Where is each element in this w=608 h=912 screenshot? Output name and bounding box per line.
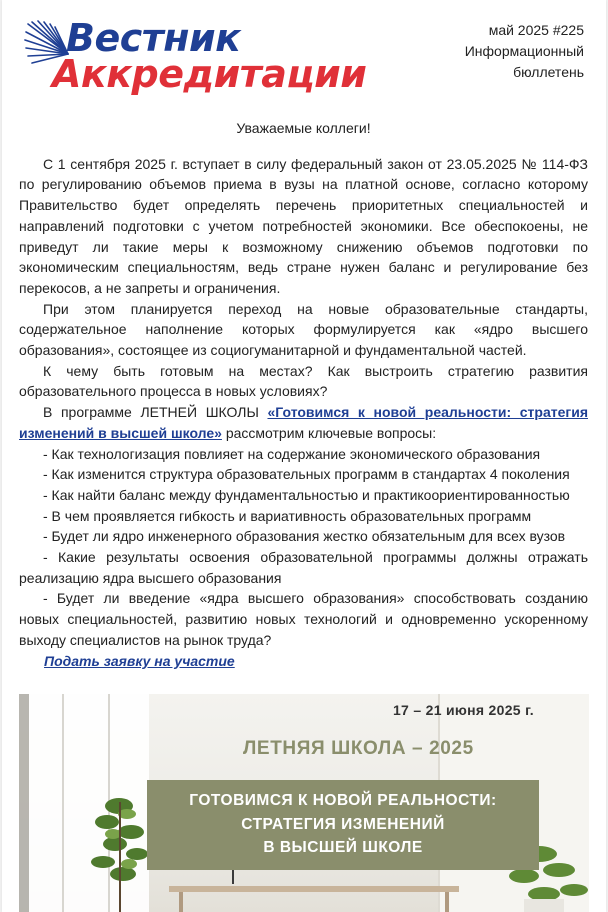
banner-title-line: СТРАТЕГИЯ ИЗМЕНЕНИЙ [241, 815, 445, 833]
logo-title-line2: Аккредитации [52, 52, 367, 96]
newsletter-header [2, 0, 606, 112]
banner-title-line: ГОТОВИМСЯ К НОВОЙ РЕАЛЬНОСТИ: [189, 792, 497, 809]
issue-number: май 2025 #225 [488, 22, 584, 38]
question-item: - Какие результаты освоения образовательной программы должны отражать реализацию ядра высшего образования [19, 549, 588, 586]
program-title-link[interactable]: «Готовимся к новой реальности: стратегия изменений в высшей школе» [19, 404, 588, 441]
question-item: - Как технологизация повлияет на содержание экономического образования [43, 445, 541, 462]
question-item: - Как изменится структура образовательных программ в стандартах 4 поколения [43, 466, 570, 483]
banner-school-title: ЛЕТНЯЯ ШКОЛА – 2025 [243, 738, 474, 759]
question-item: - Как найти баланс между фундаментальностью и практикоориентированностью [43, 486, 570, 503]
paragraph-program [19, 402, 588, 443]
banner-dates: 17 – 21 июня 2025 г. [392, 702, 534, 718]
banner-title-line: В ВЫСШЕЙ ШКОЛЕ [263, 839, 423, 856]
apply-link[interactable]: Подать заявку на участие [44, 652, 235, 669]
program-suffix: рассмотрим ключевые вопросы: [221, 424, 437, 441]
issue-type-line1: Информационный [464, 43, 584, 59]
newsletter-page [2, 0, 606, 912]
paragraph-law: С 1 сентября 2025 г. вступает в силу федеральный закон от 23.05.2025 № 114-ФЗ по регулированию объемов приема в вузы на платной основе, согласно которому Правительство будет определять перечень приоритетных специальностей и направлений подготовки с учетом потребностей экономики. Все обеспокоены, не приведут ли такие меры к возможному снижению объемов подготовки по экономическим специальностям, ведь стране нужен баланс и регулирование без перекосов, а не запреты и ограничения. [19, 155, 588, 296]
logo[interactable] [24, 14, 434, 104]
paragraph-questions-intro: К чему быть готовым на местах? Как выстроить стратегию развития образовательного процесса в новых условиях? [19, 362, 588, 400]
banner-title-box [147, 780, 539, 870]
letter-body [19, 118, 588, 671]
greeting: Уважаемые коллеги! [236, 120, 371, 136]
issue-info [424, 20, 584, 83]
question-item: - Будет ли введение «ядра высшего образования» способствовать созданию новых специальностей, развитию новых технологий и одновременно ускоренному выходу специалистов на рынок труда? [19, 590, 588, 648]
paragraph-standards: При этом планируется переход на новые образовательные стандарты, содержательное наполнение которых формулируется как «ядро высшего образования», состоящее из социогуманитарной и фундаментальной частей. [19, 300, 588, 359]
issue-type-line2: бюллетень [513, 64, 584, 80]
question-item: - В чем проявляется гибкость и вариативность образовательных программ [43, 507, 532, 524]
logo-title-line1: Вестник [66, 16, 241, 60]
question-item: - Будет ли ядро инженерного образования жестко обязательным для всех вузов [43, 528, 566, 545]
program-prefix: В программе ЛЕТНЕЙ ШКОЛЫ [43, 404, 268, 421]
summer-school-banner[interactable] [19, 694, 589, 912]
